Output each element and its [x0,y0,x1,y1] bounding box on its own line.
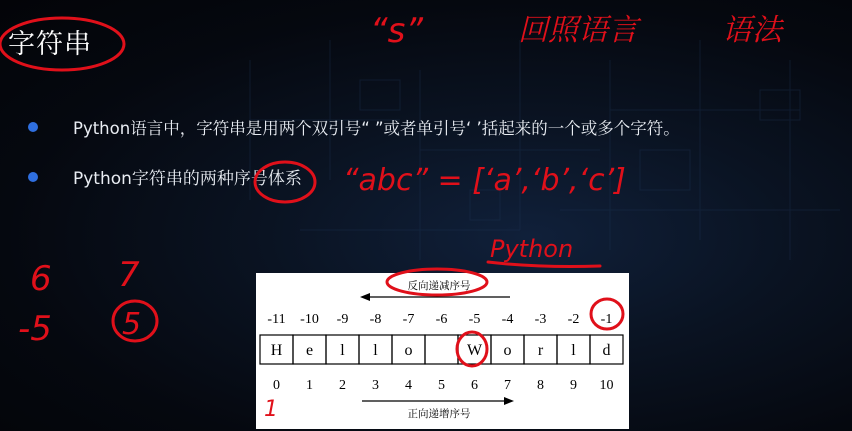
annot-minus5: -5 [18,309,52,349]
annot-quote-s: “s” [370,11,423,51]
bullet-text-2: Python字符串的两种序号体系 [73,169,302,189]
annot-1: 1 [264,397,278,422]
bullet-dot-2 [28,172,38,182]
char-value: e [305,342,314,359]
forward-index: 2 [339,378,346,393]
reverse-index: -10 [300,312,319,327]
annot-huizhao: 回照语言 [518,13,638,48]
forward-index: 1 [306,378,313,393]
string-index-diagram [256,273,629,429]
reverse-index: -9 [336,312,349,327]
reverse-index: -8 [369,312,382,327]
annot-python: Python [490,235,574,263]
forward-label: 正向递增序号 [407,408,471,420]
reverse-index: -4 [501,312,514,327]
forward-index: 8 [537,378,544,393]
index-diagram-svg [256,273,629,429]
char-value: l [340,342,345,359]
reverse-index: -5 [468,312,481,327]
char-value: o [503,342,512,359]
reverse-index: -11 [267,312,286,327]
char-value: l [373,342,378,359]
annot-7: 7 [118,255,140,295]
char-cell [425,335,458,364]
char-value: l [571,342,576,359]
bullet-dot-1 [28,122,38,132]
forward-index: 9 [570,378,577,393]
bullet-text-1: Python语言中，字符串是用两个双引号“ ”或者单引号‘ ’括起来的一个或多个字符。 [73,119,680,138]
char-value: r [537,342,544,359]
reverse-index: -3 [534,312,547,327]
char-value: H [270,342,283,359]
forward-index: 3 [372,378,379,393]
annot-6: 6 [30,259,52,299]
reverse-index: -7 [402,312,415,327]
annot-yufa: 语法 [722,13,782,48]
char-value: o [404,342,413,359]
annot-5: 5 [122,307,142,342]
reverse-index: -1 [600,312,613,327]
forward-index: 7 [504,378,511,393]
forward-index: 4 [405,378,412,393]
forward-index: 0 [273,378,280,393]
reverse-index: -6 [435,312,448,327]
slide-title: 字符串 [8,29,92,60]
forward-index: 6 [471,378,478,393]
char-value: W [466,342,483,359]
annot-abc: “abc” = [‘a’,‘b’,‘c’] [343,163,626,198]
char-value: d [602,342,611,359]
forward-index: 5 [438,378,445,393]
reverse-label: 反向递减序号 [407,280,471,292]
reverse-index: -2 [567,312,580,327]
forward-index: 10 [599,378,614,393]
